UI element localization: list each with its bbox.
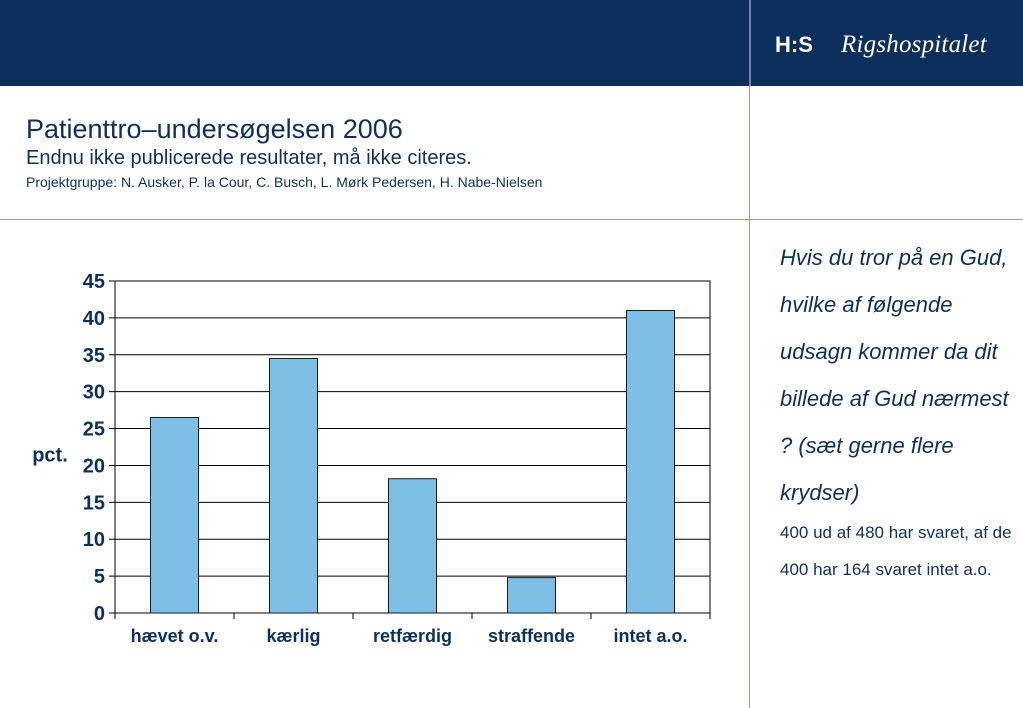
- y-tick-label: 20: [82, 455, 105, 478]
- hs-logo-icon: [775, 28, 831, 62]
- y-tick-label: 5: [93, 566, 105, 589]
- slide-subtitle: Endnu ikke publicerede resultater, må ikke citeres.: [26, 147, 472, 169]
- side-panel: [780, 234, 1015, 588]
- vertical-divider: [749, 86, 750, 708]
- y-tick-label: 35: [82, 344, 105, 367]
- y-tick-label: 0: [93, 603, 105, 625]
- bar: [151, 417, 199, 613]
- x-tick-label: hævet o.v.: [130, 626, 219, 646]
- x-tick-label: straffende: [487, 626, 576, 646]
- y-tick-label: 10: [82, 529, 105, 552]
- bar: [627, 311, 675, 613]
- y-tick-label: 25: [82, 418, 105, 441]
- y-tick-label: 45: [82, 271, 105, 293]
- project-credits: Projektgruppe: N. Ausker, P. la Cour, C. Busch, L. Mørk Pedersen, H. Nabe-Nielsen: [26, 174, 543, 190]
- bar: [508, 578, 556, 613]
- logo-name: Rigshospitalet: [841, 31, 987, 58]
- response-note: 400 ud af 480 har svaret, af de 400 har 164 svaret intet a.o.: [780, 523, 1012, 579]
- y-tick-label: 15: [82, 492, 105, 515]
- bar-chart: [0, 250, 740, 670]
- hospital-logo: [775, 28, 987, 62]
- slide-header: [26, 112, 542, 192]
- y-tick-label: 30: [82, 381, 105, 404]
- x-tick-label: intet a.o.: [613, 626, 688, 646]
- logo-mark-text: H:S: [775, 32, 813, 57]
- header-divider: [749, 0, 751, 86]
- survey-question: Hvis du tror på en Gud, hvilke af følgende udsagn kommer da dit billede af Gud nærmest ? (sæt gerne flere krydser): [780, 245, 1009, 505]
- bar: [389, 479, 437, 613]
- bar: [270, 358, 318, 613]
- x-tick-label: retfærdig: [372, 626, 453, 646]
- slide-title: Patienttro–undersøgelsen 2006: [26, 114, 403, 144]
- horizontal-divider: [0, 219, 1023, 220]
- y-axis-label: pct.: [32, 444, 68, 467]
- y-tick-label: 40: [82, 307, 105, 330]
- x-tick-label: kærlig: [266, 626, 321, 646]
